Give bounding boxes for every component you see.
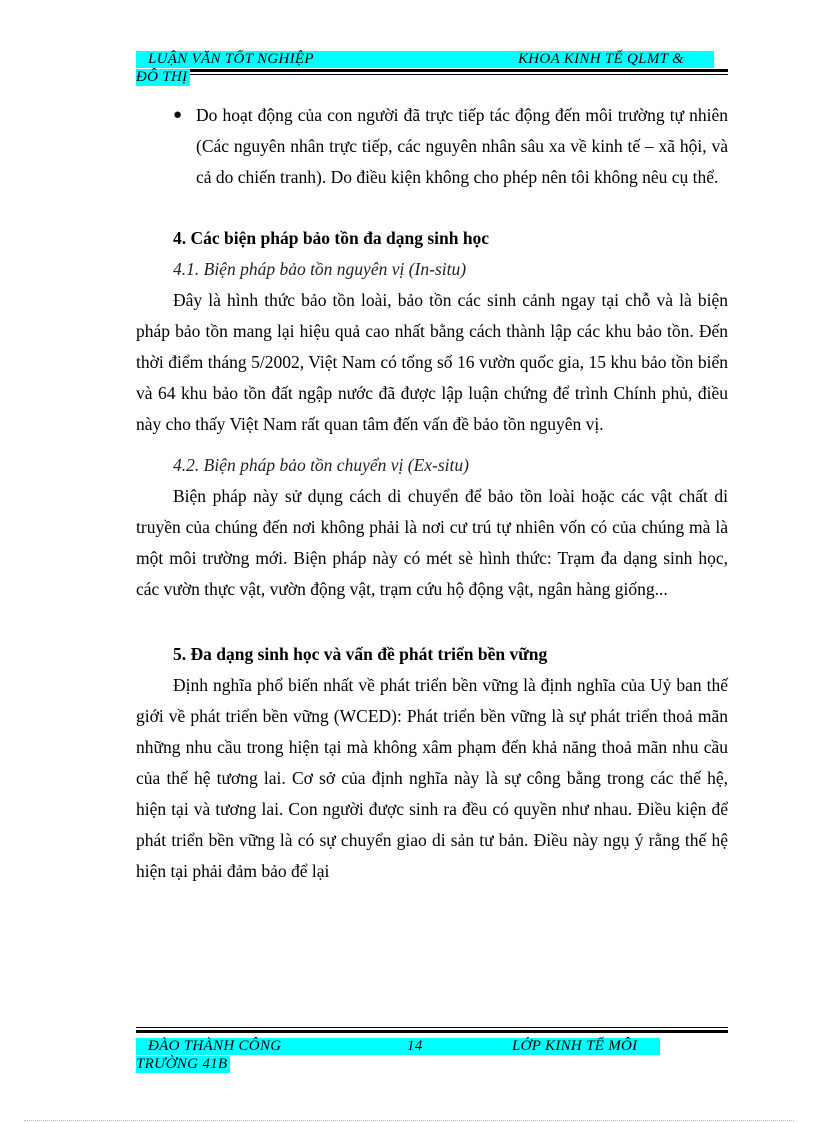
section-4-2-paragraph: Biện pháp này sử dụng cách di chuyển để bảo tồn loài hoặc các vật chất di truyền của chúng đến nơi không phải là nơi cư trú tự nhiên vốn có của chúng mà là một môi trường mới. Biện pháp này có mét sè hình thức: Trạm đa dạng sinh học, các vườn thực vật, vườn động vật, trạm cứu hộ động vật, ngân hàng giống... <box>136 486 728 599</box>
bullet-text: Do hoạt động của con người đã trực tiếp tác động đến môi trường tự nhiên (Các nguyên nhân trực tiếp, các nguyên nhân sâu xa về kinh tế – xã hội, và cả do chiến tranh). Do điều kiện không cho phép nên tôi không nêu cụ thể. <box>196 105 728 187</box>
page-number: 14 <box>407 1038 423 1054</box>
section-4-1-paragraph: Đây là hình thức bảo tồn loài, bảo tồn các sinh cảnh ngay tại chỗ và là biện pháp bảo tồn mang lại hiệu quả cao nhất bằng cách thành lập các khu bảo tồn. Đến thời điểm tháng 5/2002, Việt Nam có tổng số 16 vườn quốc gia, 15 khu bảo tồn biển và 64 khu bảo tồn đất ngập nước đã được lập luận chứng để trình Chính phủ, điều này cho thấy Việt Nam rất quan tâm đến vấn đề bảo tồn nguyên vị. <box>136 290 728 434</box>
footer-wrap: TRƯỜNG 41B <box>136 1056 230 1073</box>
header-bar <box>136 51 714 68</box>
footer-bar <box>136 1038 660 1055</box>
header-left: LUẬN VĂN TỐT NGHIỆP <box>148 51 314 67</box>
footer-author: ĐÀO THÀNH CÔNG <box>148 1038 282 1054</box>
footer-rule-thick <box>136 1030 728 1033</box>
section-4-2-title: 4.2. Biện pháp bảo tồn chuyển vị (Ex-situ) <box>173 455 469 475</box>
header-wrap: ĐÔ THỊ <box>136 69 190 86</box>
footer-class: LỚP KINH TẾ MÔI <box>512 1038 638 1054</box>
bullet-item <box>136 100 728 193</box>
section-5-paragraph: Định nghĩa phổ biến nhất về phát triển bền vững là định nghĩa của Uỷ ban thế giới về phát triển bền vững (WCED): Phát triển bền vững là sự phát triển thoả mãn những nhu cầu trong hiện tại mà không xâm phạm đến khả năng thoả mãn nhu cầu của thế hệ tương lai. Cơ sở của định nghĩa này là sự công bằng trong các thế hệ, hiện tại và tương lai. Con người được sinh ra đều có quyền như nhau. Điều kiện để phát triển bền vững là có sự chuyển giao di sản tư bản. Điều này ngụ ý rằng thế hệ hiện tại phải đảm bảo để lại <box>136 675 728 881</box>
header-rule-thick <box>136 69 728 72</box>
section-4-title: 4. Các biện pháp bảo tồn đa dạng sinh học <box>173 228 490 248</box>
bullet-icon: ● <box>173 107 183 123</box>
page-content <box>136 100 728 887</box>
footer-rule-thin <box>136 1027 728 1028</box>
header-rule-thin <box>136 74 728 75</box>
section-5-title: 5. Đa dạng sinh học và vấn đề phát triển bền vững <box>173 644 548 664</box>
header-right: KHOA KINH TẾ QLMT & <box>518 51 685 67</box>
section-4-1-title: 4.1. Biện pháp bảo tồn nguyên vị (In-situ) <box>173 259 467 279</box>
page-bottom-border <box>24 1120 794 1121</box>
